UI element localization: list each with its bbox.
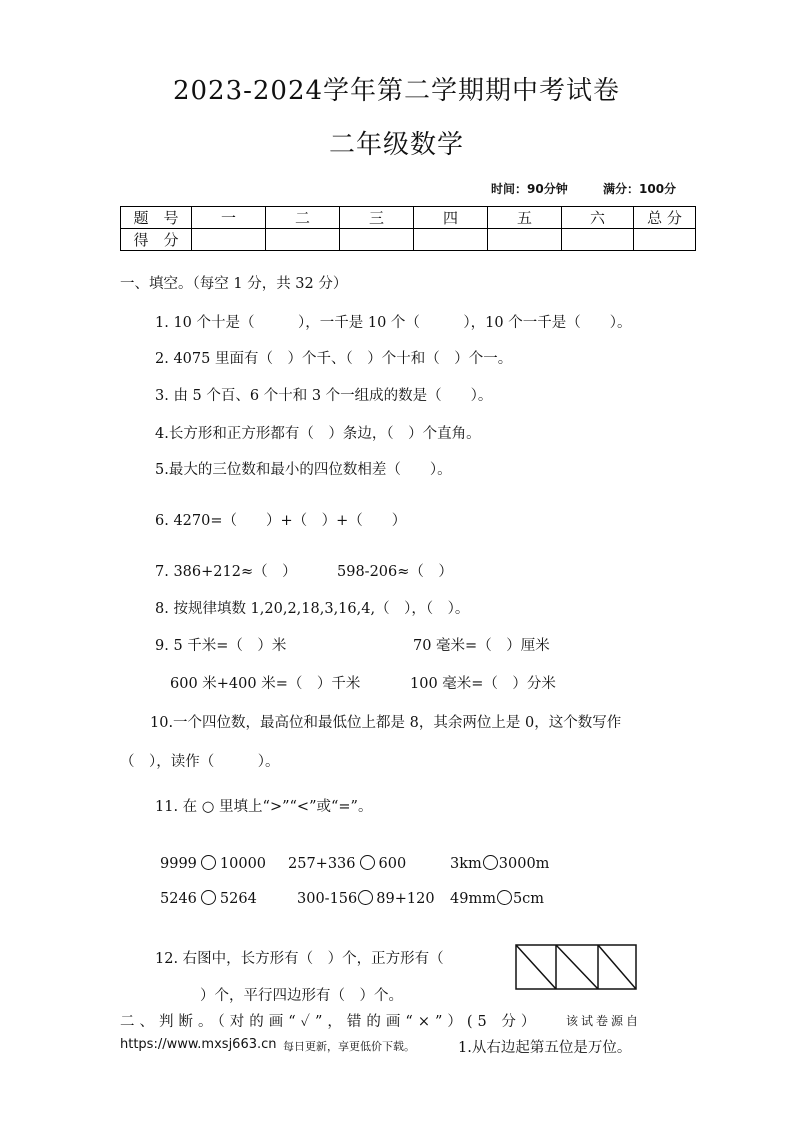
score-input-cell[interactable] — [414, 229, 488, 251]
question-12a: 12. 右图中，长方形有（ ）个，正方形有（ — [155, 951, 444, 967]
score-cell: 六 — [562, 207, 634, 229]
score-input-cell[interactable] — [634, 229, 696, 251]
question-12b: ）个，平行四边形有（ ）个。 — [200, 988, 403, 1004]
compare-left: 9999 — [160, 856, 197, 872]
compare-left: 5246 — [160, 891, 197, 907]
question-7b: 598-206≈（ ） — [337, 564, 453, 580]
compare-circle-icon[interactable] — [497, 890, 512, 905]
compare-right: 89+120 — [376, 891, 435, 907]
compare-right: 5264 — [219, 891, 257, 907]
question-2: 2. 4075 里面有（ ）个千、（ ）个十和（ ）个一。 — [155, 351, 513, 367]
question-10a: 10.一个四位数，最高位和最低位上都是 8，其余两位上是 0，这个数写作 — [150, 715, 622, 731]
score-table-score-row — [121, 229, 696, 251]
section2-heading: 二、判断。（对的画“✓”，错的画“×”）(5 分） — [120, 1014, 541, 1030]
score-cell: 三 — [340, 207, 414, 229]
question-1: 1. 10 个十是（ ），一千是 10 个（ ），10 个一千是（ ）。 — [155, 315, 632, 331]
exam-time: 时间：90分钟 — [491, 182, 568, 196]
question-5: 5.最大的三位数和最小的四位数相差（ ）。 — [155, 462, 452, 478]
compare-item — [450, 855, 549, 872]
compare-left: 3km — [450, 856, 482, 872]
score-cell: 一 — [192, 207, 266, 229]
score-cell: 题 号 — [121, 207, 192, 229]
score-cell: 四 — [414, 207, 488, 229]
compare-left: 257+336 — [288, 856, 356, 872]
score-table-header-row — [121, 207, 696, 229]
compare-item — [288, 855, 406, 872]
score-table — [120, 206, 696, 251]
score-cell: 总 分 — [634, 207, 696, 229]
question-9a: 9. 5 千米=（ ）米 — [155, 638, 287, 654]
watermark-text: 该试卷源自 — [566, 1014, 642, 1028]
question-11: 11. 在 ○ 里填上“>”“<”或“=”。 — [155, 799, 373, 815]
judge-question-1: 1.从右边起第五位是万位。 — [458, 1040, 632, 1056]
score-input-cell[interactable] — [192, 229, 266, 251]
compare-circle-icon[interactable] — [483, 855, 498, 870]
question-9d: 100 毫米=（ ）分米 — [410, 676, 556, 692]
compare-item — [297, 890, 435, 907]
watermark-url[interactable]: https://www.mxsj663.cn — [120, 1037, 277, 1052]
section1-heading: 一、填空。（每空 1 分，共 32 分） — [120, 276, 348, 292]
watermark-text: 每日更新，享更低价下载。 — [283, 1040, 415, 1053]
compare-circle-icon[interactable] — [201, 890, 216, 905]
compare-item — [160, 890, 257, 907]
score-input-cell[interactable] — [488, 229, 562, 251]
question-3: 3. 由 5 个百、6 个十和 3 个一组成的数是（ ）。 — [155, 388, 493, 404]
compare-left: 49mm — [450, 891, 496, 907]
compare-right: 10000 — [219, 856, 267, 872]
compare-right: 600 — [378, 856, 407, 872]
score-cell: 得 分 — [121, 229, 192, 251]
compare-circle-icon[interactable] — [360, 855, 375, 870]
question-7a: 7. 386+212≈（ ） — [155, 564, 297, 580]
exam-full-score: 满分：100分 — [603, 182, 677, 196]
exam-title: 2023-2024学年第二学期期中考试卷 — [172, 76, 621, 106]
score-input-cell[interactable] — [266, 229, 340, 251]
question-6: 6. 4270=（ ）+（ ）+（ ） — [155, 513, 407, 529]
exam-subtitle: 二年级数学 — [328, 130, 464, 160]
compare-circle-icon[interactable] — [358, 890, 373, 905]
compare-right: 3000m — [498, 856, 550, 872]
question-9b: 70 毫米=（ ）厘米 — [413, 638, 550, 654]
score-input-cell[interactable] — [340, 229, 414, 251]
score-cell: 五 — [488, 207, 562, 229]
compare-right: 5cm — [512, 891, 545, 907]
compare-left: 300-156 — [297, 891, 358, 907]
rectangle-figure — [514, 942, 640, 992]
question-8: 8. 按规律填数 1,20,2,18,3,16,4,（ ），（ ）。 — [155, 601, 470, 617]
score-input-cell[interactable] — [562, 229, 634, 251]
score-cell: 二 — [266, 207, 340, 229]
question-10b: （ ），读作（ ）。 — [120, 754, 280, 770]
compare-item — [160, 855, 266, 872]
question-9c: 600 米+400 米=（ ）千米 — [170, 676, 361, 692]
question-4: 4.长方形和正方形都有（ ）条边，（ ）个直角。 — [155, 426, 481, 442]
compare-item — [450, 890, 544, 907]
compare-circle-icon[interactable] — [201, 855, 216, 870]
